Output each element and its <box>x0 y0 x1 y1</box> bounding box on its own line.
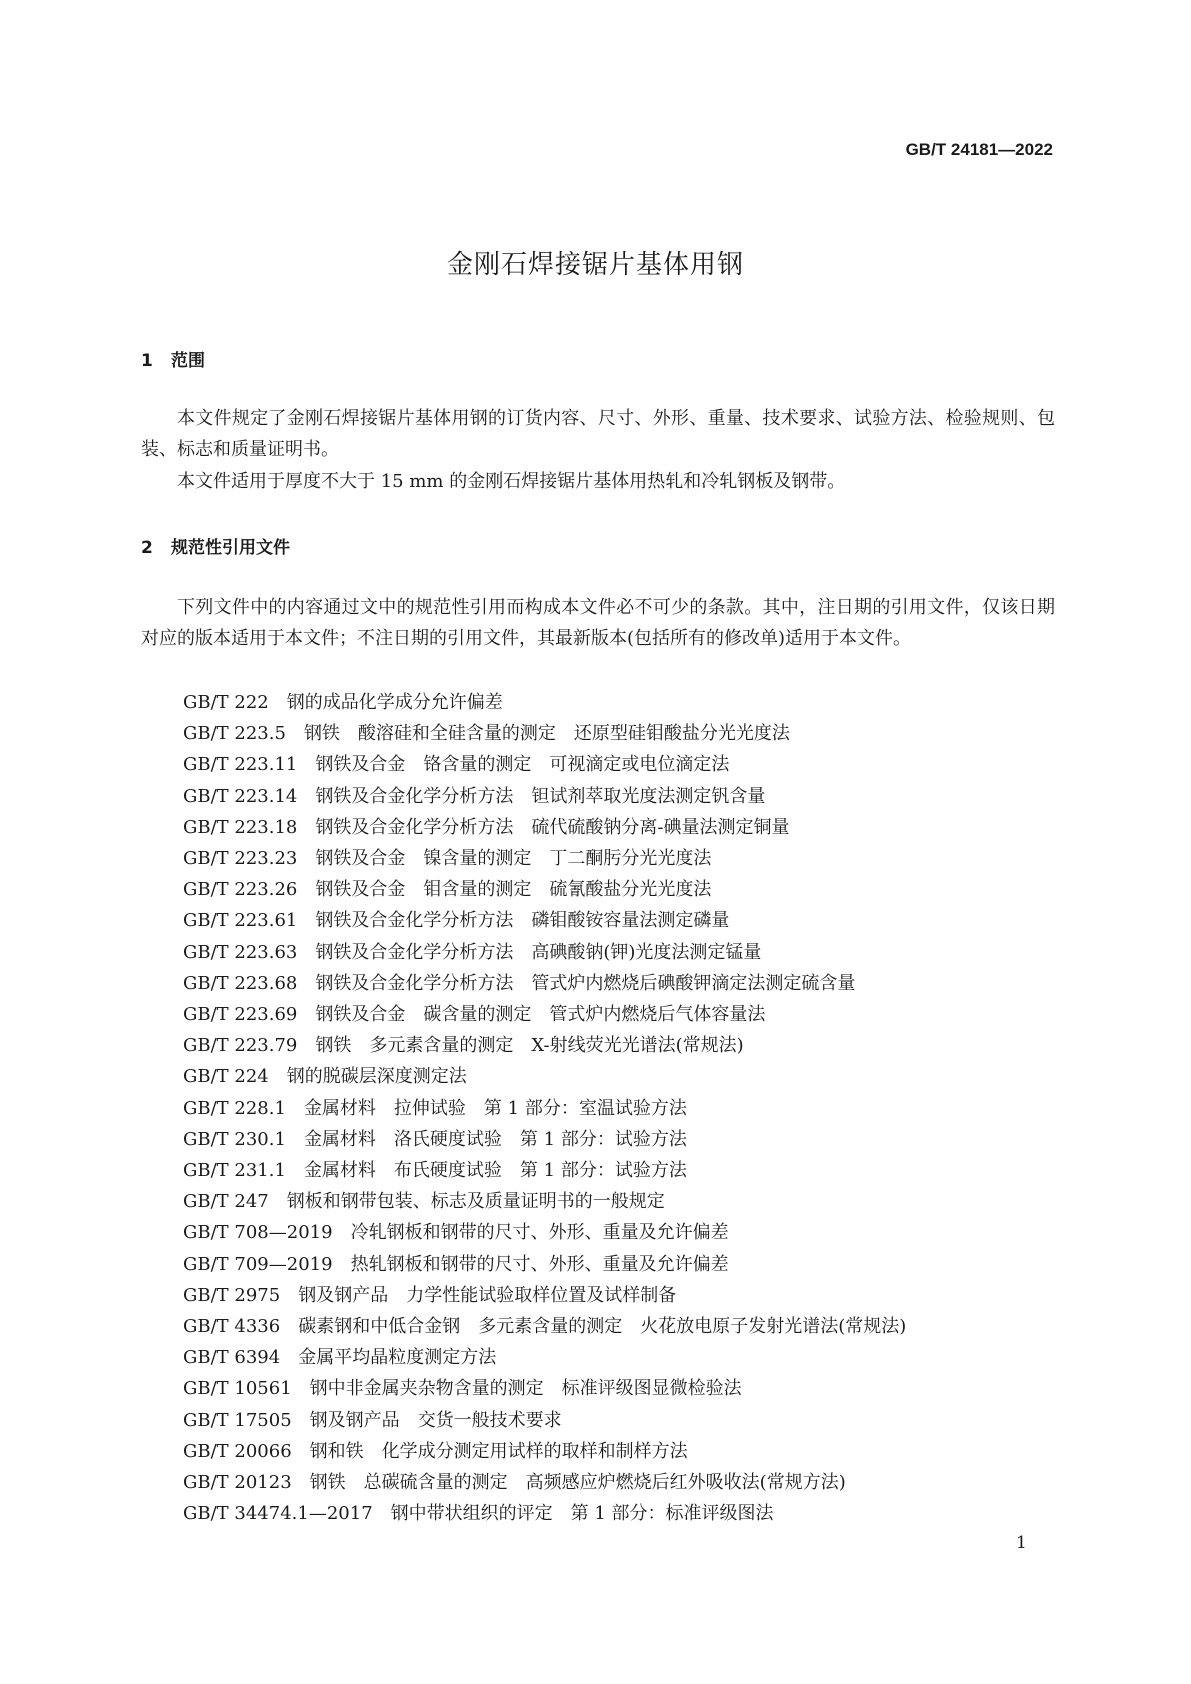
reference-code: GB/T 223.5 <box>183 723 286 745</box>
reference-item <box>183 1503 774 1525</box>
reference-title: 钢及钢产品 交货一般技术要求 <box>309 1409 562 1431</box>
reference-code: GB/T 17505 <box>183 1409 292 1431</box>
reference-code: GB/T 223.79 <box>183 1035 298 1057</box>
reference-title: 钢及钢产品 力学性能试验取样位置及试样制备 <box>298 1284 677 1306</box>
reference-item <box>183 723 790 745</box>
reference-item <box>183 754 729 776</box>
reference-title: 钢铁及合金化学分析方法 磷钼酸铵容量法测定磷量 <box>315 910 730 932</box>
reference-title: 钢铁及合金 镍含量的测定 丁二酮肟分光光度法 <box>315 848 712 869</box>
reference-code: GB/T 4336 <box>183 1316 281 1337</box>
reference-code: GB/T 223.61 <box>183 910 298 932</box>
standard-number-header: GB/T 24181—2022 <box>905 140 1053 159</box>
reference-title: 钢铁及合金 钼含量的测定 硫氰酸盐分光光度法 <box>315 879 712 901</box>
reference-item <box>183 1160 687 1182</box>
reference-code: GB/T 2975 <box>183 1284 281 1306</box>
reference-title: 钢铁及合金 铬含量的测定 可视滴定或电位滴定法 <box>315 754 730 776</box>
reference-code: GB/T 709—2019 <box>183 1253 333 1275</box>
section-title: 范围 <box>171 351 205 371</box>
reference-item <box>183 1254 729 1276</box>
reference-item <box>183 786 765 808</box>
reference-item <box>183 1441 688 1463</box>
reference-title: 钢和铁 化学成分测定用试样的取样和制样方法 <box>309 1440 688 1462</box>
reference-code: GB/T 223.26 <box>183 879 298 901</box>
reference-code: GB/T 223.23 <box>183 848 298 869</box>
section-number: 1 <box>141 351 153 371</box>
reference-title: 金属材料 布氏硬度试验 第 1 部分：试验方法 <box>303 1160 687 1181</box>
reference-code: GB/T 10561 <box>183 1378 292 1400</box>
reference-title: 冷轧钢板和钢带的尺寸、外形、重量及允许偏差 <box>350 1222 729 1244</box>
page-number: 1 <box>1016 1533 1027 1553</box>
reference-code: GB/T 20066 <box>183 1440 292 1462</box>
reference-title: 金属材料 拉伸试验 第 1 部分：室温试验方法 <box>303 1097 687 1119</box>
reference-code: GB/T 223.11 <box>183 754 298 776</box>
reference-item <box>183 1035 744 1057</box>
section-number: 2 <box>141 538 153 558</box>
reference-title: 钢中非金属夹杂物含量的测定 标准评级图显微检验法 <box>309 1378 742 1400</box>
reference-item <box>183 942 761 964</box>
reference-title: 钢铁及合金化学分析方法 硫代硫酸钠分离-碘量法测定铜量 <box>315 816 790 838</box>
reference-item <box>183 1347 496 1369</box>
reference-code: GB/T 708—2019 <box>183 1222 333 1244</box>
reference-item <box>183 1066 467 1088</box>
reference-title: 钢铁及合金化学分析方法 管式炉内燃烧后碘酸钾滴定法测定硫含量 <box>315 972 856 994</box>
reference-item <box>183 1378 742 1400</box>
reference-code: GB/T 228.1 <box>183 1097 286 1119</box>
reference-title: 钢铁 酸溶硅和全硅含量的测定 还原型硅钼酸盐分光光度法 <box>303 723 790 745</box>
reference-item <box>183 879 711 901</box>
reference-title: 钢铁及合金化学分析方法 钽试剂萃取光度法测定钒含量 <box>315 785 766 807</box>
reference-item <box>183 692 503 714</box>
reference-item <box>183 1191 665 1213</box>
reference-title: 钢的脱碳层深度测定法 <box>286 1066 467 1088</box>
reference-code: GB/T 223.18 <box>183 816 298 838</box>
reference-item <box>183 1004 765 1026</box>
reference-item <box>183 1285 676 1307</box>
reference-item <box>183 973 855 995</box>
reference-code: GB/T 224 <box>183 1066 269 1088</box>
reference-title: 钢铁 多元素含量的测定 X-射线荧光光谱法(常规法) <box>315 1035 744 1057</box>
reference-code: GB/T 222 <box>183 692 269 713</box>
reference-title: 钢的成品化学成分允许偏差 <box>286 692 503 713</box>
reference-item <box>183 848 711 870</box>
reference-code: GB/T 20123 <box>183 1472 292 1493</box>
reference-code: GB/T 223.69 <box>183 1004 298 1025</box>
reference-title: 金属材料 洛氏硬度试验 第 1 部分：试验方法 <box>303 1128 687 1150</box>
reference-item <box>183 1129 687 1151</box>
section-heading-normative-references <box>141 533 290 558</box>
reference-item <box>183 817 789 839</box>
reference-item <box>183 1098 687 1120</box>
reference-title: 钢铁及合金 碳含量的测定 管式炉内燃烧后气体容量法 <box>315 1004 766 1025</box>
reference-item <box>183 1410 562 1432</box>
reference-code: GB/T 223.63 <box>183 941 298 963</box>
section-heading-scope <box>141 346 205 371</box>
reference-code: GB/T 223.68 <box>183 972 298 994</box>
reference-title: 碳素钢和中低合金钢 多元素含量的测定 火花放电原子发射光谱法(常规法) <box>298 1316 907 1337</box>
reference-title: 钢板和钢带包装、标志及质量证明书的一般规定 <box>286 1191 665 1213</box>
reference-code: GB/T 231.1 <box>183 1160 286 1181</box>
document-title: 金刚石焊接锯片基体用钢 <box>446 250 744 280</box>
reference-title: 钢中带状组织的评定 第 1 部分：标准评级图法 <box>390 1503 774 1525</box>
reference-item <box>183 1472 846 1494</box>
reference-title: 热轧钢板和钢带的尺寸、外形、重量及允许偏差 <box>350 1253 729 1275</box>
reference-item <box>183 1316 906 1338</box>
reference-title: 钢铁 总碳硫含量的测定 高频感应炉燃烧后红外吸收法(常规方法) <box>309 1472 846 1493</box>
reference-code: GB/T 6394 <box>183 1347 281 1369</box>
references-intro-paragraph: 下列文件中的内容通过文中的规范性引用而构成本文件必不可少的条款。其中，注日期的引用文件，仅该日期对应的版本适用于本文件；不注日期的引用文件，其最新版本(包括所有的修改单)适用于本文件。 <box>141 597 1055 650</box>
reference-code: GB/T 230.1 <box>183 1128 286 1150</box>
reference-title: 金属平均晶粒度测定方法 <box>298 1347 497 1369</box>
reference-code: GB/T 223.14 <box>183 785 298 807</box>
reference-code: GB/T 247 <box>183 1191 269 1213</box>
scope-paragraph-2: 本文件适用于厚度不大于 15 mm 的金刚石焊接锯片基体用热轧和冷轧钢板及钢带。 <box>177 471 846 492</box>
reference-item <box>183 1222 729 1244</box>
reference-title: 钢铁及合金化学分析方法 高碘酸钠(钾)光度法测定锰量 <box>315 941 762 963</box>
scope-paragraph-1: 本文件规定了金刚石焊接锯片基体用钢的订货内容、尺寸、外形、重量、技术要求、试验方法、检验规则、包装、标志和质量证明书。 <box>141 408 1055 461</box>
section-title: 规范性引用文件 <box>171 538 290 558</box>
reference-item <box>183 910 729 932</box>
reference-code: GB/T 34474.1—2017 <box>183 1503 373 1525</box>
